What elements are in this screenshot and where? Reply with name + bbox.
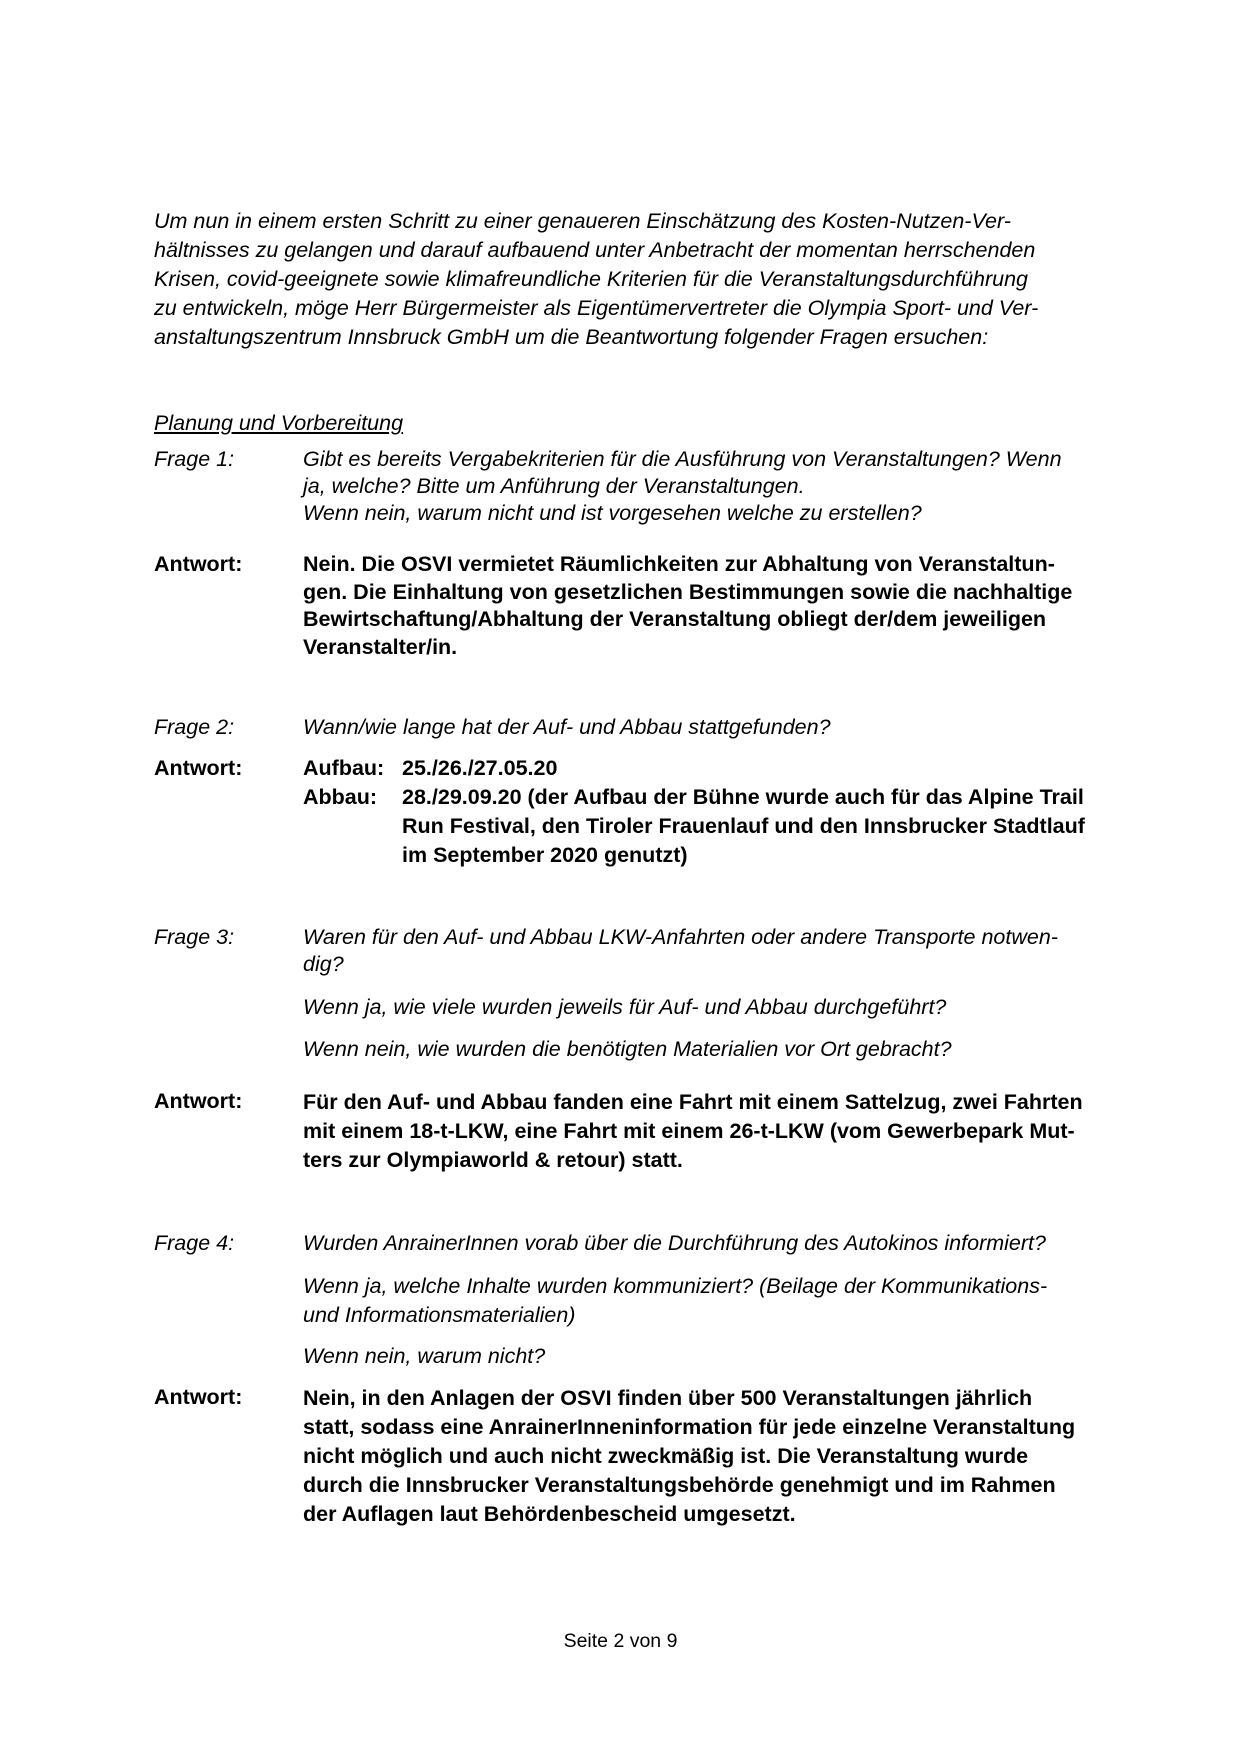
answer-2-abbau-label: Abbau:	[303, 785, 378, 809]
question-4-label: Frage 4:	[154, 1231, 235, 1255]
answer-1-line: Veranstalter/in.	[303, 634, 458, 659]
answer-2-aufbau-value: 25./26./27.05.20	[402, 756, 558, 780]
question-3-if-yes: Wenn ja, wie viele wurden jeweils für Auf- und Abbau durchgeführt?	[303, 995, 947, 1019]
answer-4-line: nicht möglich und auch nicht zweckmäßig ist. Die Veranstaltung wurde	[303, 1444, 1029, 1468]
answer-4-line: durch die Innsbrucker Veranstaltungsbehörde genehmigt und im Rahmen	[303, 1473, 1056, 1497]
answer-3-line: Für den Auf- und Abbau fanden eine Fahrt mit einem Sattelzug, zwei Fahrten	[303, 1090, 1083, 1114]
answer-1-line: gen. Die Einhaltung von gesetzlichen Bestimmungen sowie die nachhaltige	[303, 579, 1073, 604]
question-4-if-yes-line: Wenn ja, welche Inhalte wurden kommuniziert? (Beilage der Kommunikations-	[303, 1274, 1048, 1298]
page-number: Seite 2 von 9	[563, 1630, 678, 1652]
question-3-if-no: Wenn nein, wie wurden die benötigten Materialien vor Ort gebracht?	[303, 1037, 952, 1061]
question-3-line: Waren für den Auf- und Abbau LKW-Anfahrten oder andere Transporte notwen-	[303, 925, 1058, 949]
intro-paragraph	[154, 207, 1144, 352]
question-2-label: Frage 2:	[154, 715, 235, 739]
intro-line: hältnisses zu gelangen und darauf aufbauend unter Anbetracht der momentan herrschenden	[154, 238, 1036, 262]
answer-2-abbau-line: im September 2020 genutzt)	[402, 843, 688, 867]
answer-4-line: Nein, in den Anlagen der OSVI finden über 500 Veranstaltungen jährlich	[303, 1386, 1033, 1410]
answer-3-line: ters zur Olympiaworld & retour) statt.	[303, 1148, 683, 1172]
question-4-if-yes-line: und Informationsmaterialien)	[303, 1303, 576, 1327]
answer-2-abbau-line: 28./29.09.20 (der Aufbau der Bühne wurde auch für das Alpine Trail	[402, 785, 1084, 809]
answer-4-label: Antwort:	[154, 1385, 243, 1409]
answer-3-label: Antwort:	[154, 1089, 243, 1113]
section-heading: Planung und Vorbereitung	[154, 411, 404, 435]
question-3-label: Frage 3:	[154, 925, 235, 949]
question-3-line: dig?	[303, 952, 344, 976]
answer-1-label: Antwort:	[154, 552, 243, 576]
answer-4-line: der Auflagen laut Behördenbescheid umgesetzt.	[303, 1502, 796, 1526]
answer-2-abbau-line: Run Festival, den Tiroler Frauenlauf und den Innsbrucker Stadtlauf	[402, 814, 1085, 838]
question-1-label: Frage 1:	[154, 447, 235, 471]
intro-line: Krisen, covid-geeignete sowie klimafreundliche Kriterien für die Veranstaltungsdurchführung	[154, 267, 1029, 291]
intro-line: zu entwickeln, möge Herr Bürgermeister als Eigentümervertreter die Olympia Sport- und Ver-	[154, 296, 1039, 320]
question-4-line-1: Wurden AnrainerInnen vorab über die Durchführung des Autokinos informiert?	[303, 1231, 1046, 1255]
question-1-line: Wenn nein, warum nicht und ist vorgesehen welche zu erstellen?	[303, 501, 922, 525]
answer-2-label: Antwort:	[154, 756, 243, 780]
answer-1-text	[303, 551, 1153, 661]
answer-3-text	[303, 1088, 1153, 1175]
intro-line: Um nun in einem ersten Schritt zu einer genaueren Einschätzung des Kosten-Nutzen-Ver-	[154, 209, 1011, 233]
answer-3-line: mit einem 18-t-LKW, eine Fahrt mit einem 26-t-LKW (vom Gewerbepark Mut-	[303, 1119, 1075, 1143]
question-1-text	[303, 446, 1153, 527]
question-4-if-yes	[303, 1272, 1153, 1330]
intro-line: anstaltungszentrum Innsbruck GmbH um die Beantwortung folgender Fragen ersuchen:	[154, 325, 989, 349]
question-4-if-no: Wenn nein, warum nicht?	[303, 1344, 546, 1368]
answer-4-line: statt, sodass eine AnrainerInneninformation für jede einzelne Veranstaltung	[303, 1415, 1076, 1439]
question-1-line: ja, welche? Bitte um Anführung der Veranstaltungen.	[303, 474, 805, 498]
answer-1-line: Bewirtschaftung/Abhaltung der Veranstaltung obliegt der/dem jeweiligen	[303, 607, 1047, 631]
question-2-text: Wann/wie lange hat der Auf- und Abbau stattgefunden?	[303, 715, 831, 739]
question-3-text	[303, 924, 1153, 978]
question-1-line: Gibt es bereits Vergabekriterien für die Ausführung von Veranstaltungen? Wenn	[303, 447, 1062, 471]
answer-1-line: Nein. Die OSVI vermietet Räumlichkeiten zur Abhaltung von Veranstaltun-	[303, 552, 1055, 576]
answer-2-aufbau-label: Aufbau:	[303, 756, 385, 780]
answer-4-text	[303, 1384, 1153, 1529]
